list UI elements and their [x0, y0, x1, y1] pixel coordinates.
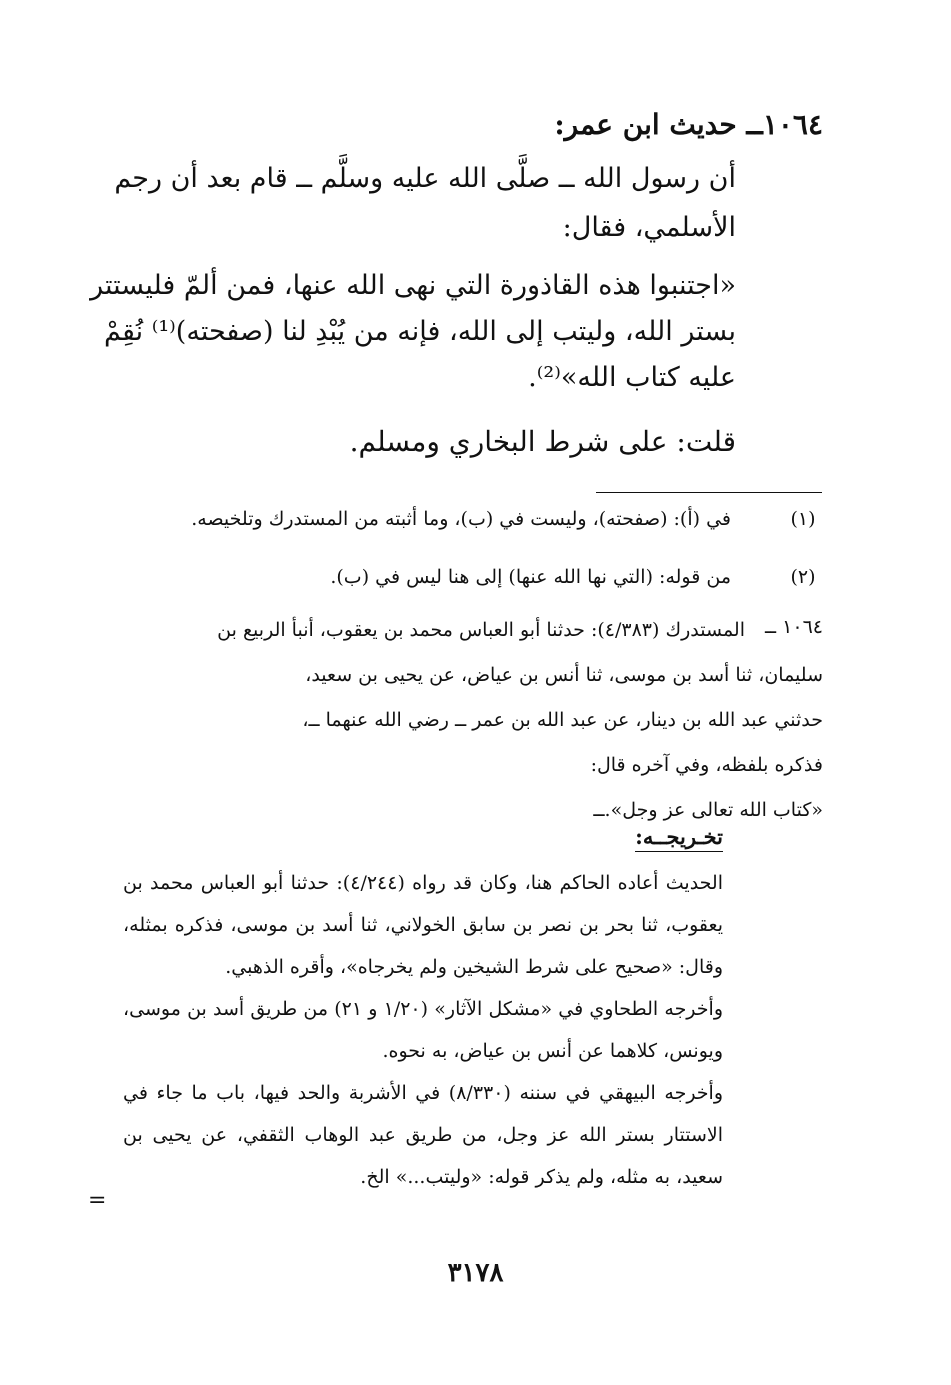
- page-number: ٣١٧٨: [447, 1258, 504, 1288]
- takhrij-body: [123, 862, 723, 1198]
- source-number: ١٠٦٤ ــ: [764, 616, 823, 638]
- footnote-text: من قوله: (التي نها الله عنها) إلى هنا ليس في (ب).: [330, 566, 731, 588]
- source-line: سليمان، ثنا أسد بن موسى، ثنا أنس بن عياض، عن يحيى بن سعيد،: [305, 664, 823, 686]
- hadith-line-1: أن رسول الله ــ صلَّى الله عليه وسلَّم ــ قام بعد أن رجم: [114, 163, 736, 194]
- source-line: حدثني عبد الله بن دينار، عن عبد الله بن عمر ــ رضي الله عنهما ــ،: [302, 709, 823, 731]
- continuation-mark: =: [88, 1188, 107, 1213]
- footnote-number: (٢): [790, 566, 816, 588]
- takhrij-paragraph: الحديث أعاده الحاكم هنا، وكان قد رواه (٤/٢٤٤): حدثنا أبو العباس محمد بن يعقوب، ثنا بحر بن نصر بن سابق الخولاني، ثنا أسد بن موسى، فذكره بمثله، وقال: «صحيح على شرط الشيخين ولم يخرجاه»، وأقره الذهبي.: [123, 872, 723, 978]
- footnote-number: (١): [790, 508, 816, 530]
- source-block: [128, 608, 823, 833]
- hadith-quote-line-2: بستر الله، وليتب إلى الله، فإنه من يُبْدِ لنا (صفحته)⁽¹⁾ نُقِمْ: [103, 316, 736, 347]
- hadith-quote-line-1: «اجتنبوا هذه القاذورة التي نهى الله عنها، فمن ألمّ فليستتر: [90, 270, 736, 301]
- takhrij-paragraph: وأخرجه البيهقي في سننه (٨/٣٣٠) في الأشربة والحد فيها، باب ما جاء في الاستتار بستر الله عز وجل، من طريق عبد الوهاب الثقفي، عن يحيى بن سعيد، به مثله، ولم يذكر قوله: «وليتب...» الخ.: [123, 1082, 724, 1188]
- source-line: المستدرك (٤/٣٨٣): حدثنا أبو العباس محمد بن يعقوب، أنبأ الربيع بن: [217, 619, 745, 641]
- hadith-quote-line-3: عليه كتاب الله»⁽²⁾.: [528, 362, 736, 393]
- hadith-heading: ١٠٦٤ــ حديث ابن عمر:: [554, 108, 823, 141]
- source-line: فذكره بلفظه، وفي آخره قال:: [590, 754, 823, 776]
- takhrij-paragraph: وأخرجه الطحاوي في «مشكل الآثار» (١/٢٠ و ٢١) من طريق أسد بن موسى، ويونس، كلاهما عن أنس بن عياض، به نحوه.: [123, 998, 723, 1062]
- footnote-text: في (أ): (صفحته)، وليست في (ب)، وما أثبته من المستدرك وتلخيصه.: [191, 508, 731, 530]
- takhrij-title: تخـريجــه:: [635, 824, 723, 852]
- author-comment: قلت: على شرط البخاري ومسلم.: [349, 425, 736, 458]
- hadith-line-2: الأسلمي، فقال:: [562, 212, 736, 243]
- source-line: «كتاب الله تعالى عز وجل».ــ: [593, 799, 823, 821]
- footnote-divider: [596, 492, 822, 493]
